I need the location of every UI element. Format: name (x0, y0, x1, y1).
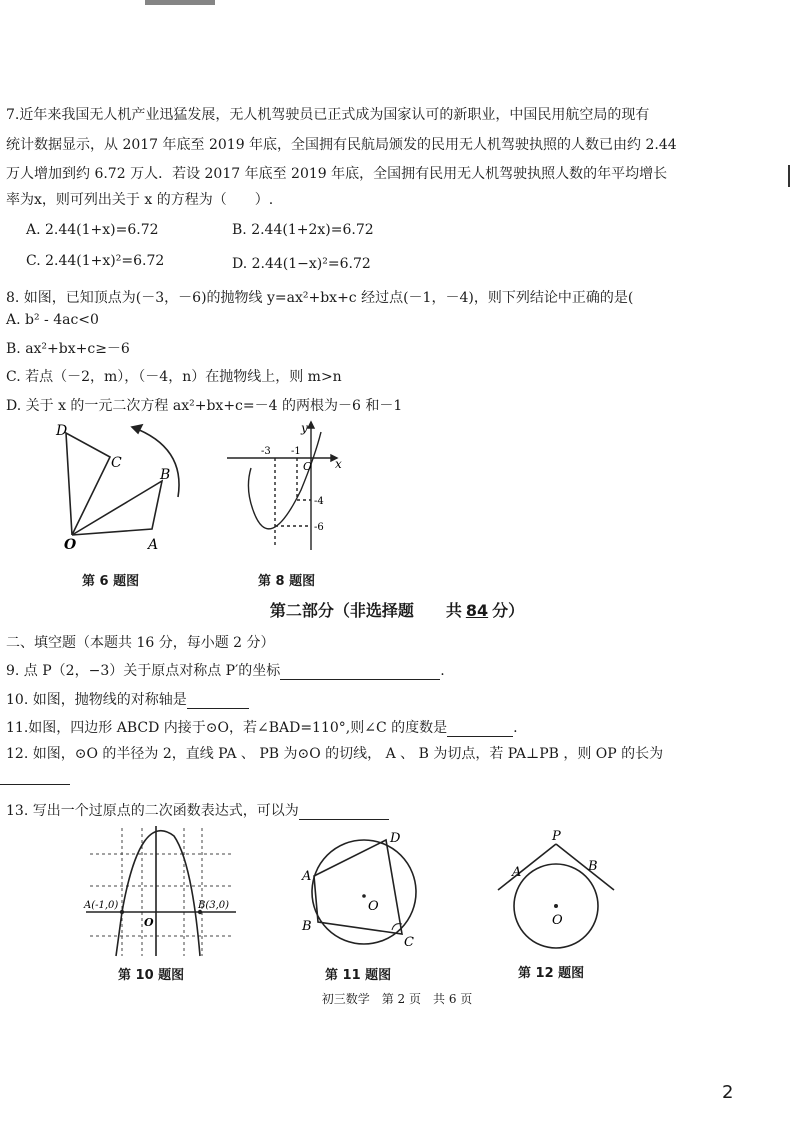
page-number: 2 (722, 1082, 734, 1103)
figure-10 (82, 822, 242, 962)
edge-mark (788, 165, 790, 187)
q8-option-a: A. b² - 4ac<0 (6, 312, 99, 328)
fig11-label-d: D (390, 831, 401, 846)
q12-answer-blank[interactable] (0, 784, 70, 785)
q7-line-3: 万人增加到约 6.72 万人．若设 2017 年底至 2019 年底，全国拥有民用无人机驾驶执照人数的年平均增长 (6, 166, 668, 182)
part2-unit: 分） (492, 601, 525, 620)
q13-stem: 13. 写出一个过原点的二次函数表达式，可以为 (6, 803, 299, 819)
fig6-label-a: A (148, 537, 159, 553)
q10-stem: 10. 如图，抛物线的对称轴是 (6, 692, 187, 708)
fig8-label-origin: O (303, 460, 313, 473)
fig12-label-a: A (512, 865, 522, 880)
figure-11 (298, 822, 428, 952)
part2-title-text: 第二部分（非选择题 共 (269, 601, 462, 620)
fig12-label-b: B (588, 859, 598, 874)
fig12-label-o: O (552, 913, 563, 928)
q10-answer-blank[interactable] (187, 694, 249, 709)
q7-option-b: B. 2.44(1+2x)=6.72 (232, 222, 374, 238)
figure-12 (490, 826, 620, 956)
fill-heading: 二、填空题（本题共 16 分，每小题 2 分） (6, 635, 275, 651)
fig11-label-b: B (302, 919, 312, 934)
header-fragment (145, 0, 215, 5)
fig12-caption: 第 12 题图 (518, 966, 585, 981)
fig8-label-y: y (301, 421, 308, 435)
fig11-label-c: C (404, 935, 414, 950)
q9-text: 9. 点 P（2，−3）关于原点对称点 P′的坐标 . (6, 663, 445, 679)
fig8-caption: 第 8 题图 (258, 574, 316, 589)
fig10-caption: 第 10 题图 (118, 968, 185, 983)
fig6-caption: 第 6 题图 (82, 574, 140, 589)
fig6-label-b: B (160, 467, 171, 483)
figure-8 (225, 418, 355, 558)
fig10-label-b: B(3,0) (198, 900, 230, 911)
q9-answer-blank[interactable] (280, 665, 440, 680)
part2-title (0, 598, 794, 621)
q8-stem: 8. 如图，已知顶点为(－3，－6)的抛物线 y=ax²+bx+c 经过点(－1，－4)，则下列结论中正确的是( (6, 290, 634, 306)
fig8-label-m3: -3 (261, 446, 271, 457)
fig12-label-p: P (552, 829, 561, 844)
q7-option-a: A. 2.44(1+x)=6.72 (26, 222, 159, 238)
fig6-label-o: O (64, 537, 77, 553)
fig6-label-c: C (111, 455, 122, 471)
fig10-label-o: O (144, 916, 154, 929)
q13-text (6, 800, 389, 820)
fig8-label-m1: -1 (291, 446, 301, 457)
fig11-label-o: O (368, 899, 379, 914)
fig11-caption: 第 11 题图 (325, 968, 392, 983)
figure-6 (50, 415, 200, 555)
q11-stem: 11.如图，四边形 ABCD 内接于⊙O，若∠BAD=110°,则∠C 的度数是 (6, 720, 448, 736)
q8-option-d: D. 关于 x 的一元二次方程 ax²+bx+c=－4 的两根为－6 和－1 (6, 398, 403, 414)
q10-text (6, 689, 249, 709)
q8-option-b: B. ax²+bx+c≥－6 (6, 341, 130, 357)
q7-option-c: C. 2.44(1+x)²=6.72 (26, 253, 165, 269)
fig11-label-a: A (302, 869, 312, 884)
q11-text: 11.如图，四边形 ABCD 内接于⊙O，若∠BAD=110°,则∠C 的度数是 . (6, 720, 518, 736)
q9-stem: 9. 点 P（2，−3）关于原点对称点 P′的坐标 (6, 663, 281, 679)
fig8-label-m6: -6 (314, 522, 324, 533)
part2-score: 84 (465, 601, 489, 620)
fig6-label-d: D (56, 423, 68, 439)
fig8-label-m4: -4 (314, 496, 324, 507)
q12-text: 12. 如图，⊙O 的半径为 2，直线 PA 、 PB 为⊙O 的切线， A 、 B 为切点，若 PA⊥PB ，则 OP 的长为 (6, 746, 664, 762)
q7-line-1: 7.近年来我国无人机产业迅猛发展，无人机驾驶员已正式成为国家认可的新职业，中国民用航空局的现有 (6, 107, 650, 123)
q11-answer-blank[interactable] (447, 722, 513, 737)
page-footer: 初三数学 第 2 页 共 6 页 (321, 992, 473, 1006)
q13-answer-blank[interactable] (299, 805, 389, 820)
q7-option-d: D. 2.44(1−x)²=6.72 (232, 256, 371, 272)
fig10-label-a: A(-1,0) (84, 900, 119, 911)
q7-line-2: 统计数据显示，从 2017 年底至 2019 年底，全国拥有民航局颁发的民用无人机驾驶执照的人数已由约 2.44 (6, 137, 677, 153)
q7-line-4: 率为x，则可列出关于 x 的方程为（ ）. (6, 192, 274, 208)
q8-option-c: C. 若点（－2，m），（－4，n）在抛物线上，则 m>n (6, 369, 342, 385)
fig8-label-x: x (335, 457, 342, 471)
